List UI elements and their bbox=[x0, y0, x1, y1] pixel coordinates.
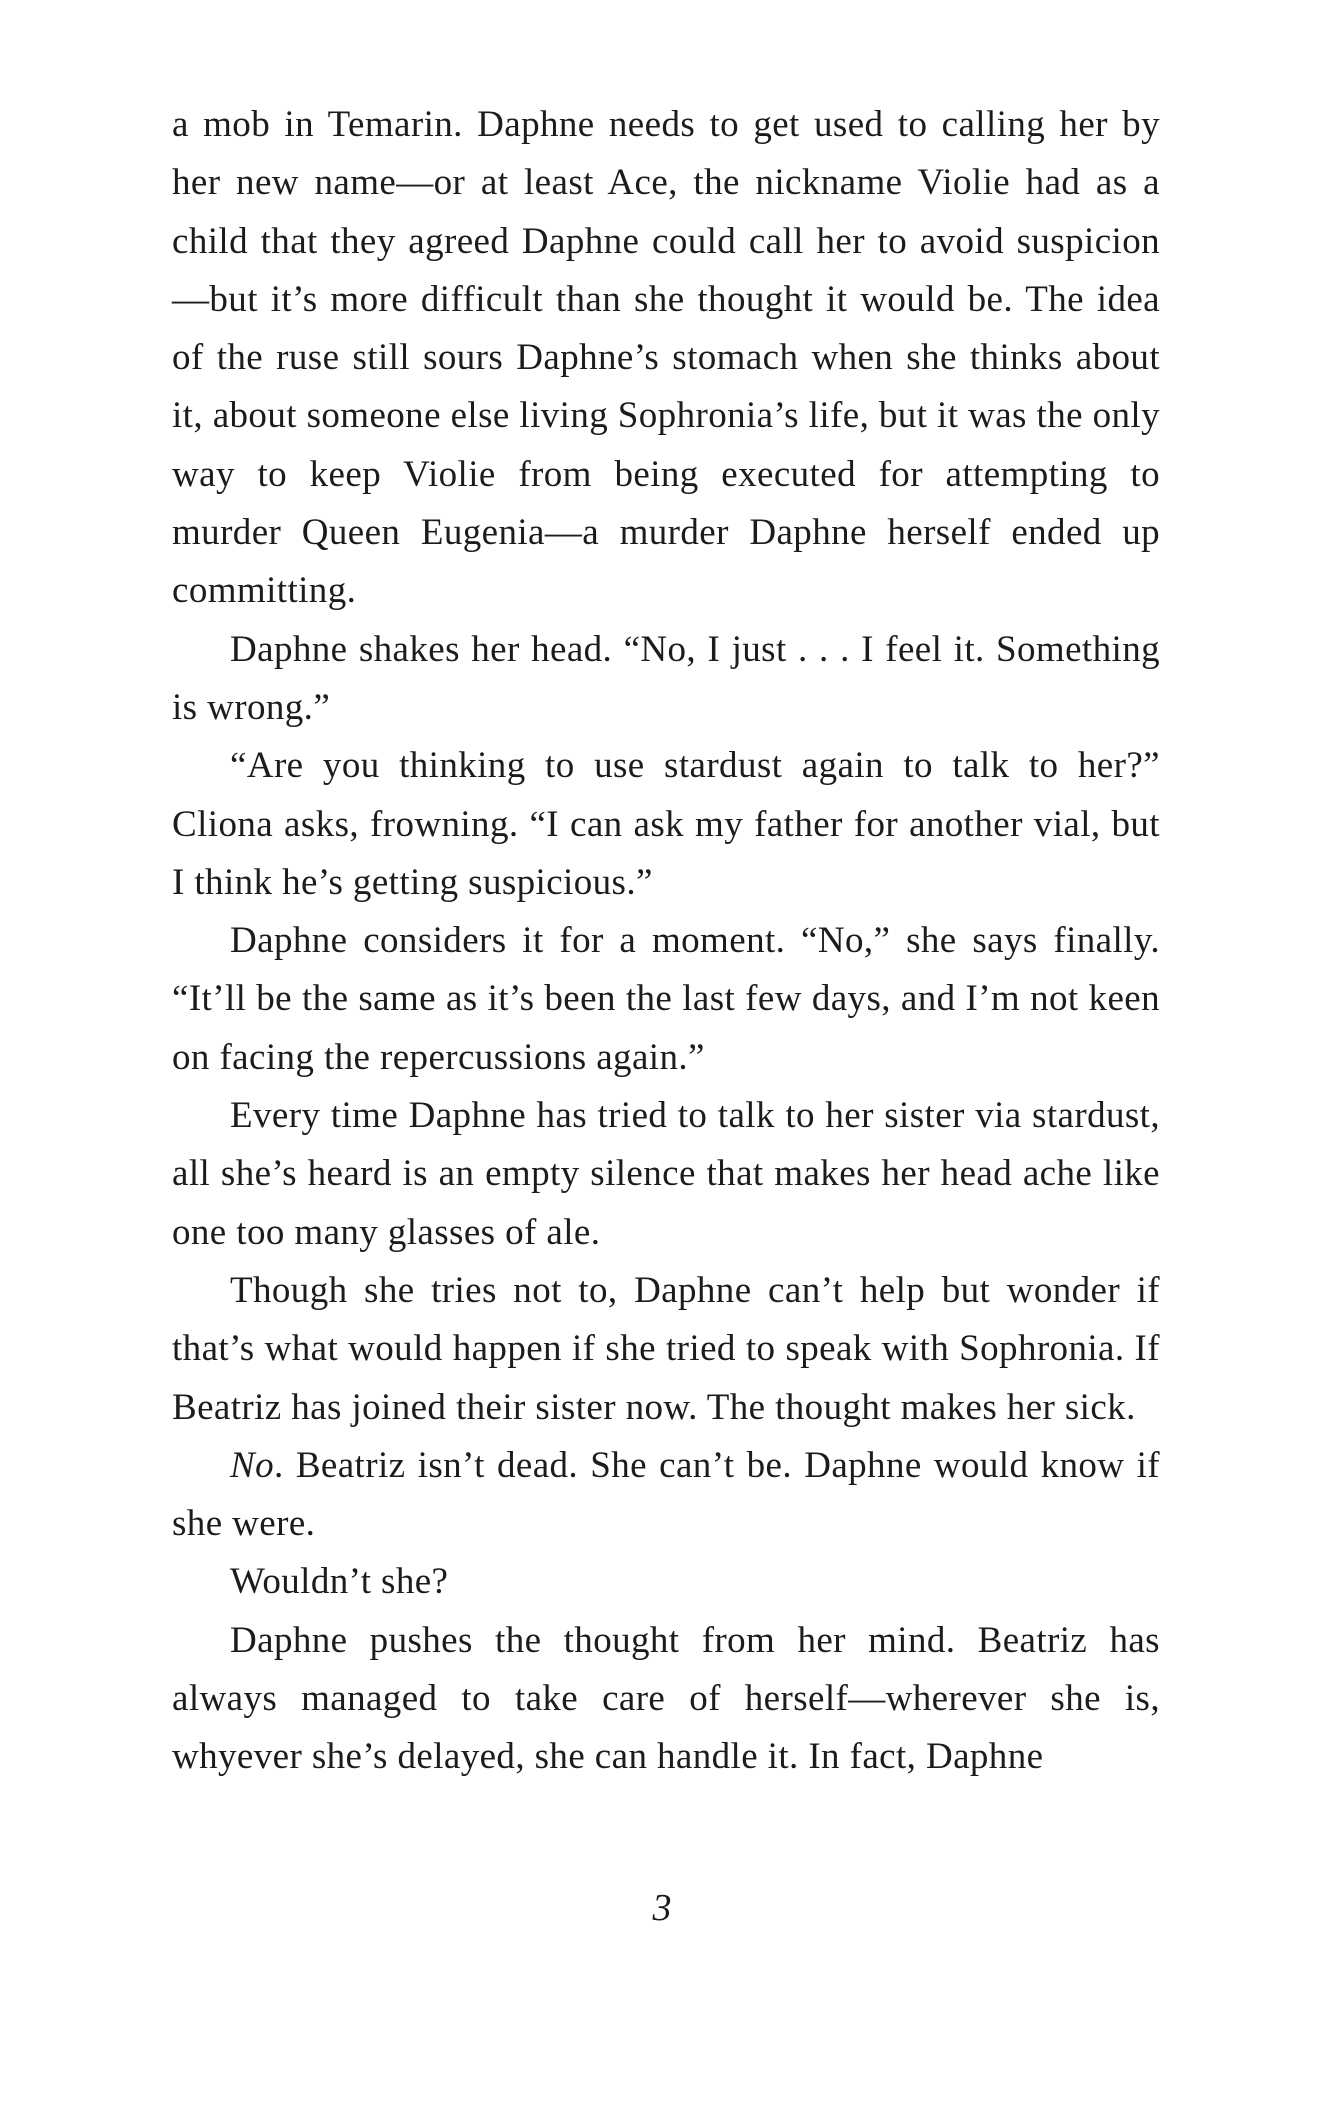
text-block bbox=[172, 96, 1160, 1787]
paragraph bbox=[172, 912, 1160, 1087]
text-run: Daphne considers it for a moment. “No,” she says finally. “It’ll be the same as it’s been the last few days, and I’m not keen on facing the repercussions again.” bbox=[172, 920, 1160, 1078]
paragraph bbox=[172, 1437, 1160, 1554]
text-run: Wouldn’t she? bbox=[230, 1561, 449, 1603]
paragraph bbox=[172, 621, 1160, 738]
page-body bbox=[172, 96, 1160, 1787]
text-run: a mob in Temarin. Daphne needs to get used to calling her by her new name—or at least Ace, the nickname Violie had as a child that they agreed Daphne could call her to avoid suspicion—but it’s more difficult than she thought it would be. The idea of the ruse still sours Daphne’s stomach when she thinks about it, about someone else living Sophronia’s life, but it was the only way to keep Violie from being executed for attempting to murder Queen Eugenia—a murder Daphne herself ended up committing. bbox=[172, 104, 1160, 612]
text-run: . Beatriz isn’t dead. She can’t be. Daphne would know if she were. bbox=[172, 1444, 1160, 1545]
paragraph bbox=[172, 96, 1160, 621]
text-run: “Are you thinking to use stardust again to talk to her?” Cliona asks, frowning. “I can ask my father for another vial, but I think he’s getting suspicious.” bbox=[172, 745, 1160, 903]
paragraph bbox=[172, 737, 1160, 912]
italic-text: No bbox=[230, 1444, 274, 1486]
paragraph bbox=[172, 1087, 1160, 1262]
paragraph bbox=[172, 1553, 1160, 1611]
text-run: Daphne shakes her head. “No, I just . . . I feel it. Something is wrong.” bbox=[172, 628, 1160, 728]
text-run: Daphne pushes the thought from her mind. Beatriz has always managed to take care of herself—wherever she is, whyever she’s delayed, she can handle it. In fact, Daphne bbox=[172, 1619, 1160, 1778]
text-run: Every time Daphne has tried to talk to her sister via stardust, all she’s heard is an empty silence that makes her head ache like one too many glasses of ale. bbox=[172, 1095, 1160, 1253]
text-run: Though she tries not to, Daphne can’t help but wonder if that’s what would happen if she tried to speak with Sophronia. If Beatriz has joined their sister now. The thought makes her sick. bbox=[172, 1269, 1160, 1428]
paragraph bbox=[172, 1612, 1160, 1787]
page-footer bbox=[0, 1886, 1324, 1930]
paragraph bbox=[172, 1262, 1160, 1437]
page-number: 3 bbox=[652, 1887, 672, 1929]
